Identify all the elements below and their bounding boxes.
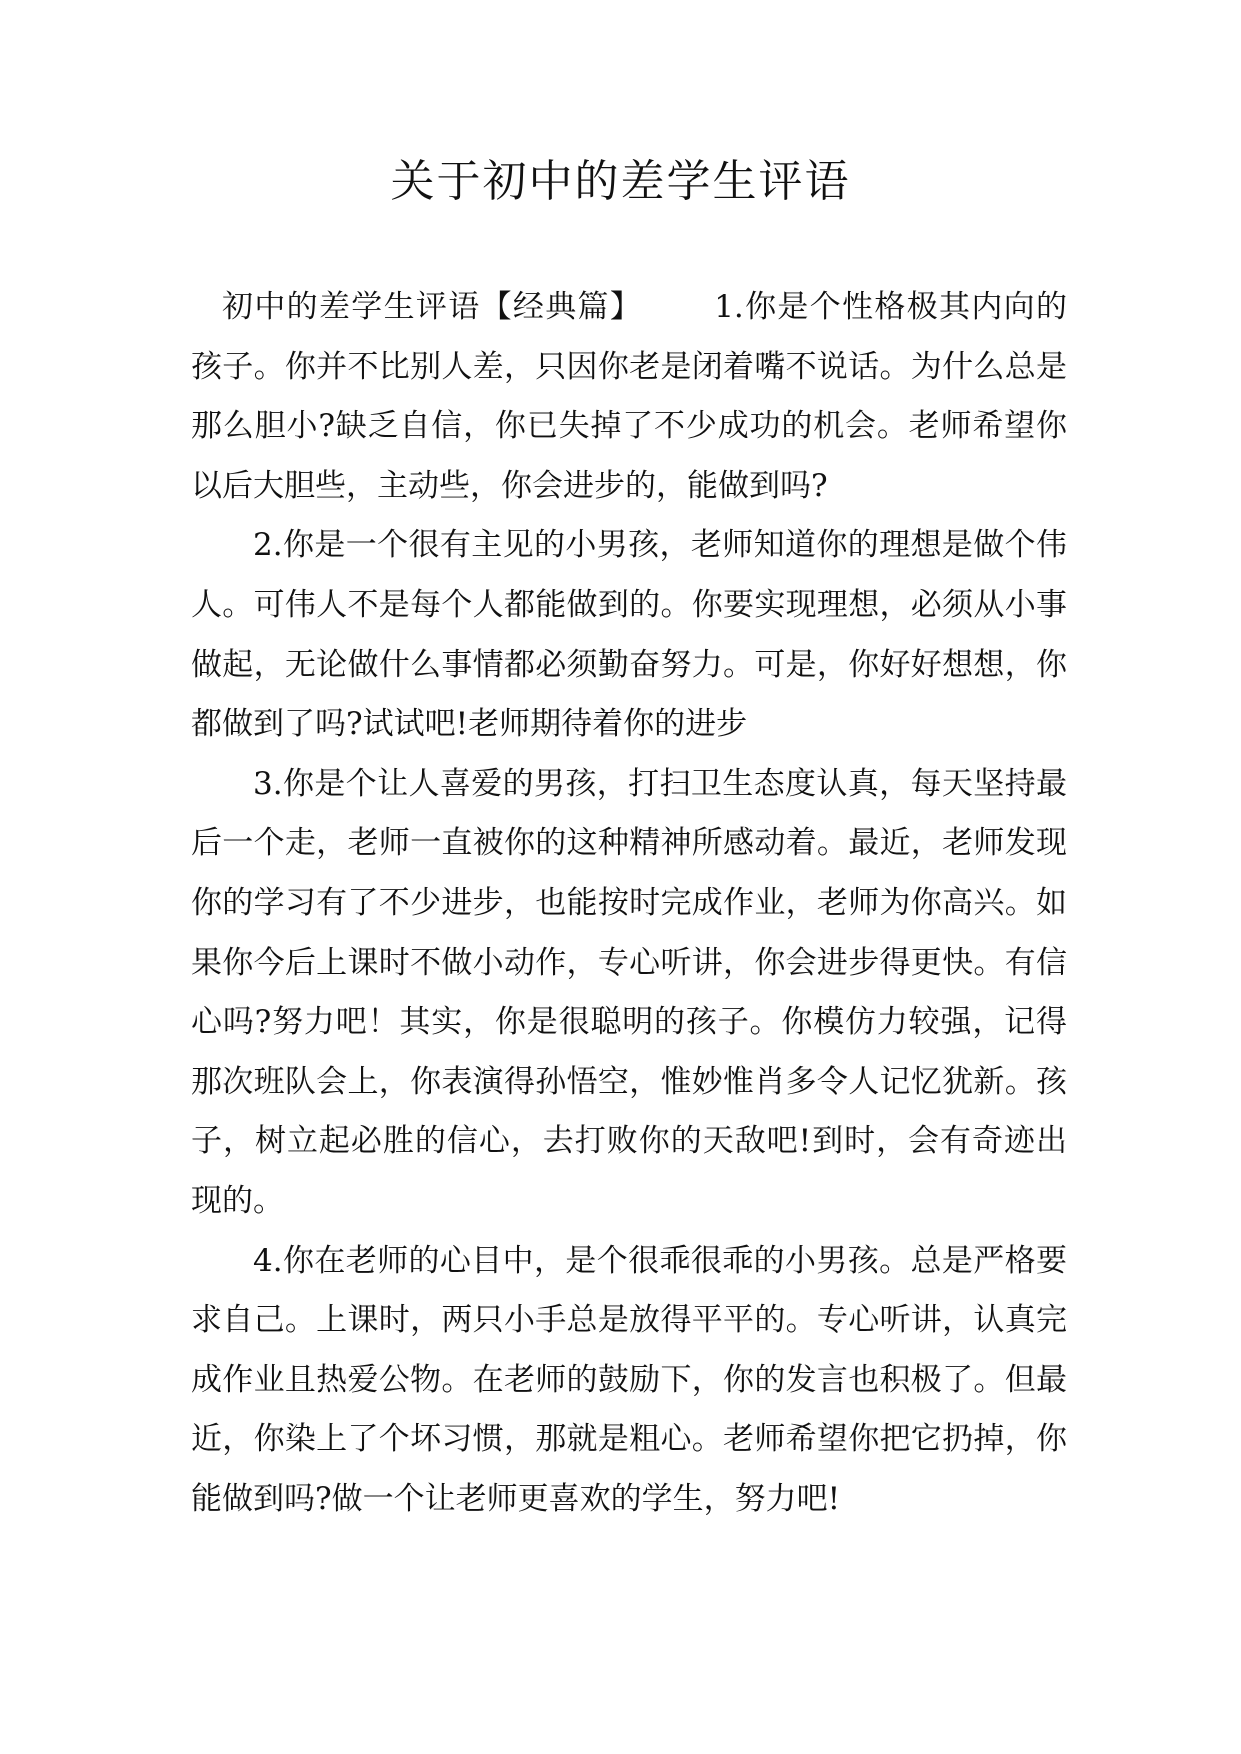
document-title: 关于初中的差学生评语 — [390, 156, 851, 207]
paragraph-4: 4.你在老师的心目中，是个很乖很乖的小男孩。总是严格要求自己。上课时，两只小手总是放得平平的。专心听讲，认真完成作业且热爱公物。在老师的鼓励下，你的发言也积极了。但最近，你染上了个坏习惯，那就是粗心。老师希望你把它扔掉，你能做到吗?做一个让老师更喜欢的学生，努力吧! — [191, 1242, 1067, 1517]
document-body — [191, 278, 1067, 1529]
paragraph-3: 3.你是个让人喜爱的男孩，打扫卫生态度认真，每天坚持最后一个走，老师一直被你的这种精神所感动着。最近，老师发现你的学习有了不少进步，也能按时完成作业，老师为你高兴。如果你今后上课时不做小动作，专心听讲，你会进步得更快。有信心吗?努力吧！其实，你是很聪明的孩子。你模仿力较强，记得那次班队会上，你表演得孙悟空，惟妙惟肖多令人记忆犹新。孩子，树立起必胜的信心，去打败你的天敌吧!到时，会有奇迹出现的。 — [191, 765, 1067, 1219]
section-heading: 初中的差学生评语【经典篇】 — [222, 289, 643, 325]
paragraph-2: 2.你是一个很有主见的小男孩，老师知道你的理想是做个伟人。可伟人不是每个人都能做到的。你要实现理想，必须从小事做起，无论做什么事情都必须勤奋努力。可是，你好好想想，你都做到了吗?试试吧!老师期待着你的进步 — [191, 527, 1067, 743]
paragraph-text: 1.你是个性格极其内向的孩子。你并不比别人差，只因你老是闭着嘴不说话。为什么总是那么胆小?缺乏自信，你已失掉了不少成功的机会。老师希望你以后大胆些，主动些，你会进步的，能做到吗? — [191, 289, 1068, 504]
paragraph-1 — [191, 278, 1067, 516]
